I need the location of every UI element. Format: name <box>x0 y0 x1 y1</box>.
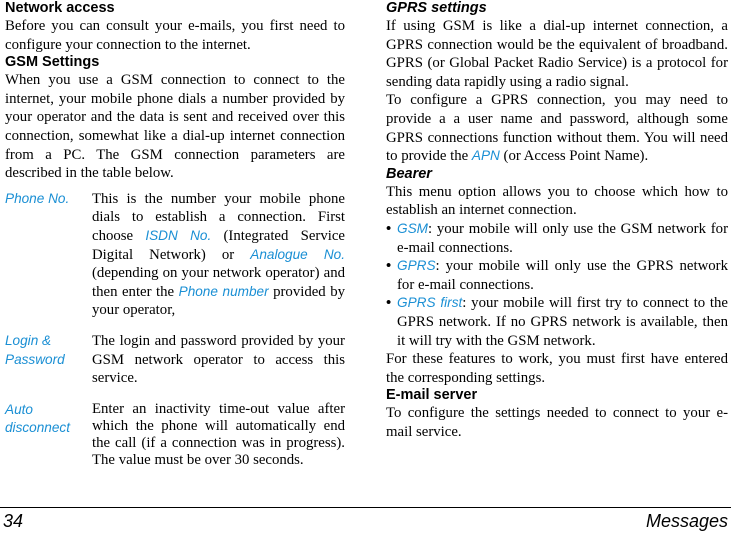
keyword-isdn: ISDN No. <box>145 227 212 243</box>
desc-text: (depending on your network operator) and then enter the <box>92 265 345 300</box>
desc-text: provided by your operator, <box>92 283 345 319</box>
desc-text: (Integrated Service Digital Network) or <box>92 227 345 263</box>
page-number: 34 <box>3 511 24 531</box>
keyword-gprs: GPRS <box>397 258 436 274</box>
table-row <box>5 190 345 332</box>
paragraph-gsm-settings: When you use a GSM connection to connect to the internet, your mobile phone dials a number provided by your operator and the data is sent and received over this connection, somewhat like a dial-up internet connection from a PC. The GSM connection parameters are described in the table below. <box>5 72 345 182</box>
desc-login-password: The login and password provided by your GSM network operator to access this service. <box>92 332 345 387</box>
desc-phone-no <box>92 190 345 332</box>
heading-gprs-settings: GPRS settings <box>386 0 487 16</box>
right-column <box>386 0 728 441</box>
term-login-password: Login & Password <box>5 332 65 367</box>
heading-network-access: Network access <box>5 0 115 16</box>
term-phone-no: Phone No. <box>5 190 70 206</box>
footer-divider <box>0 507 731 508</box>
bullet-icon: • <box>386 258 392 275</box>
list-item <box>386 294 728 350</box>
text: (or Access Point Name). <box>499 148 649 165</box>
text: : your mobile will first try to connect to the GPRS network. If no GPRS network is available, then it will try with the GSM network. <box>397 295 728 349</box>
bearer-options-list <box>386 220 728 350</box>
keyword-phone-number: Phone number <box>178 283 269 299</box>
text: : your mobile will only use the GSM network for e-mail connections. <box>397 220 728 256</box>
text: : your mobile will only use the GPRS network for e-mail connections. <box>397 258 728 293</box>
keyword-analogue: Analogue No. <box>250 246 345 262</box>
term-auto-disconnect: Auto disconnect <box>5 401 70 436</box>
paragraph-gprs-intro: If using GSM is like a dial-up internet connection, a GPRS connection would be the equivalent of broadband. GPRS (or Global Packet Radio Service) is a protocol for sending data rapidly using a radio signal. <box>386 18 728 90</box>
heading-gsm-settings: GSM Settings <box>5 54 100 71</box>
keyword-gprs-first: GPRS first <box>397 295 463 311</box>
paragraph-email-server: To configure the settings needed to connect to your e-mail service. <box>386 405 728 440</box>
text: To configure a GPRS connection, you may need to provide a a user name and password, although some GPRS connections function without them. You will need to provide the <box>386 92 728 165</box>
desc-text: This is the number your mobile phone dials to establish a connection. First choose <box>92 190 345 244</box>
section-title: Messages <box>645 511 728 531</box>
heading-email-server: E-mail server <box>386 387 478 404</box>
table-row <box>5 401 345 469</box>
keyword-apn: APN <box>471 148 500 164</box>
gsm-parameters-table <box>5 190 345 469</box>
bullet-icon: • <box>386 295 392 312</box>
list-item <box>386 257 728 294</box>
heading-bearer: Bearer <box>386 165 432 182</box>
left-column <box>5 0 345 469</box>
table-row <box>5 332 345 401</box>
paragraph-network-access: Before you can consult your e-mails, you first need to configure your connection to the internet. <box>5 18 345 53</box>
paragraph-bearer: This menu option allows you to choose which how to establish an internet connection. <box>386 183 728 219</box>
list-item <box>386 220 728 257</box>
bullet-icon: • <box>386 220 392 237</box>
keyword-gsm: GSM <box>397 220 428 236</box>
paragraph-gprs-config <box>386 91 728 165</box>
paragraph-features: For these features to work, you must first have entered the corresponding settings. <box>386 351 728 386</box>
desc-auto-disconnect: Enter an inactivity time-out value after which the phone will automatically end the call (if a connection was in progress). The value must be over 30 seconds. <box>92 400 345 468</box>
